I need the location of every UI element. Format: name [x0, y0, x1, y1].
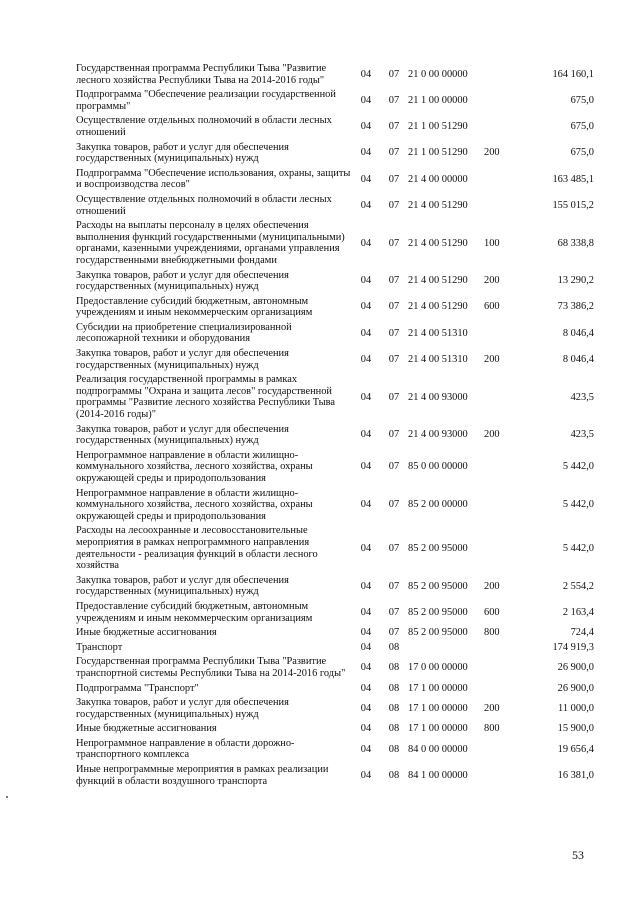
row-amount: 164 160,1 — [552, 68, 594, 80]
row-target-article: 85 2 00 95000 — [408, 627, 468, 639]
row-amount: 423,5 — [570, 429, 594, 441]
table-row — [76, 219, 594, 268]
row-expense-type — [484, 682, 524, 697]
row-expense-type: 600 — [484, 301, 500, 313]
table-row — [76, 600, 594, 626]
row-name: Осуществление отдельных полномочий в области лесных отношений — [76, 193, 332, 217]
row-target-article: 21 1 00 00000 — [408, 94, 468, 106]
row-target-article: 21 4 00 51290 — [408, 275, 468, 287]
row-target-article: 85 2 00 95000 — [408, 580, 468, 592]
row-section-code: 04 — [360, 580, 372, 592]
row-amount: 5 442,0 — [562, 499, 594, 511]
row-target-article: 84 0 00 00000 — [408, 743, 468, 755]
row-amount: 163 485,1 — [552, 173, 594, 185]
row-target-article: 17 1 00 00000 — [408, 682, 468, 694]
row-target-article: 21 4 00 51310 — [408, 353, 468, 365]
row-amount: 2 163,4 — [562, 606, 594, 618]
row-subsection-code: 08 — [388, 769, 400, 781]
row-expense-type — [484, 321, 524, 347]
row-section-code: 04 — [360, 121, 372, 133]
row-target-article: 85 0 00 00000 — [408, 461, 468, 473]
row-target-article: 17 0 00 00000 — [408, 662, 468, 674]
row-expense-type: 200 — [484, 353, 500, 365]
row-section-code: 04 — [360, 327, 372, 339]
row-amount: 68 338,8 — [557, 237, 594, 249]
row-target-article: 21 4 00 51290 — [408, 301, 468, 313]
row-subsection-code: 07 — [388, 391, 400, 403]
scan-speck — [6, 796, 8, 798]
table-row — [76, 167, 594, 193]
row-name: Непрограммное направление в области дорожно-транспортного комплекса — [76, 737, 295, 761]
row-name: Предоставление субсидий бюджетным, автономным учреждениям и иным некоммерческим организациям — [76, 295, 313, 319]
row-expense-type — [484, 62, 524, 88]
row-amount: 16 381,0 — [557, 769, 594, 781]
row-expense-type: 200 — [484, 147, 500, 159]
row-subsection-code: 08 — [388, 641, 400, 653]
table-row — [76, 641, 594, 656]
row-amount: 19 656,4 — [557, 743, 594, 755]
row-expense-type: 800 — [484, 627, 500, 639]
table-row — [76, 487, 594, 525]
row-target-article: 85 2 00 00000 — [408, 499, 468, 511]
row-subsection-code: 08 — [388, 682, 400, 694]
row-subsection-code: 07 — [388, 327, 400, 339]
row-target-article: 85 2 00 95000 — [408, 606, 468, 618]
row-subsection-code: 07 — [388, 94, 400, 106]
row-expense-type — [484, 487, 524, 525]
row-expense-type: 200 — [484, 580, 500, 592]
row-section-code: 04 — [360, 499, 372, 511]
row-section-code: 04 — [360, 147, 372, 159]
row-amount: 8 046,4 — [562, 327, 594, 339]
row-section-code: 04 — [360, 606, 372, 618]
row-name: Субсидии на приобретение специализированной лесопожарной техники и оборудования — [76, 321, 292, 345]
row-section-code: 04 — [360, 429, 372, 441]
table-row — [76, 141, 594, 167]
row-amount: 724,4 — [570, 627, 594, 639]
row-subsection-code: 07 — [388, 237, 400, 249]
row-name: Транспорт — [76, 641, 123, 653]
row-subsection-code: 07 — [388, 627, 400, 639]
row-name: Иные непрограммные мероприятия в рамках реализации функций в области воздушного транспорта — [76, 764, 329, 787]
row-target-article: 21 4 00 51290 — [408, 237, 468, 249]
row-amount: 26 900,0 — [557, 662, 594, 674]
table-row — [76, 737, 594, 763]
row-name: Расходы на лесоохранные и лесовосстановительные мероприятия в рамках непрограммного направления деятельности - реализация функций в области лесного хозяйства — [76, 525, 318, 572]
table-row — [76, 114, 594, 140]
row-section-code: 04 — [360, 391, 372, 403]
row-target-article: 17 1 00 00000 — [408, 702, 468, 714]
table-row — [76, 62, 594, 88]
row-section-code: 04 — [360, 353, 372, 365]
row-section-code: 04 — [360, 237, 372, 249]
row-subsection-code: 07 — [388, 461, 400, 473]
row-name: Закупка товаров, работ и услуг для обеспечения государственных (муниципальных) нужд — [76, 574, 289, 598]
row-target-article: 21 1 00 51290 — [408, 121, 468, 133]
row-amount: 675,0 — [570, 147, 594, 159]
table-row — [76, 722, 594, 737]
row-section-code: 04 — [360, 723, 372, 735]
row-section-code: 04 — [360, 702, 372, 714]
table-row — [76, 449, 594, 487]
row-name: Подпрограмма "Обеспечение реализации государственной программы" — [76, 89, 336, 112]
row-expense-type — [484, 655, 524, 681]
row-expense-type — [484, 524, 524, 573]
row-amount: 11 000,0 — [558, 702, 594, 714]
row-amount: 73 386,2 — [557, 301, 594, 313]
table-row — [76, 193, 594, 219]
row-amount: 423,5 — [570, 391, 594, 403]
row-expense-type: 200 — [484, 702, 500, 714]
table-row — [76, 269, 594, 295]
row-target-article — [408, 641, 484, 656]
row-name: Закупка товаров, работ и услуг для обеспечения государственных (муниципальных) нужд — [76, 348, 289, 371]
row-section-code: 04 — [360, 682, 372, 694]
row-name: Закупка товаров, работ и услуг для обеспечения государственных (муниципальных) нужд — [76, 697, 289, 720]
row-name: Осуществление отдельных полномочий в области лесных отношений — [76, 115, 332, 138]
row-subsection-code: 08 — [388, 702, 400, 714]
row-section-code: 04 — [360, 173, 372, 185]
row-subsection-code: 07 — [388, 542, 400, 554]
row-expense-type — [484, 167, 524, 193]
row-subsection-code: 07 — [388, 275, 400, 287]
row-target-article: 21 1 00 51290 — [408, 147, 468, 159]
row-section-code: 04 — [360, 641, 372, 653]
row-amount: 675,0 — [570, 121, 594, 133]
row-name: Непрограммное направление в области жилищно-коммунального хозяйства, лесного хозяйства, охраны окружающей среды и природопользования — [76, 487, 313, 522]
row-target-article: 17 1 00 00000 — [408, 723, 468, 735]
row-section-code: 04 — [360, 461, 372, 473]
row-name: Подпрограмма "Обеспечение использования, охраны, защиты и воспроизводства лесов" — [76, 167, 351, 191]
row-name: Закупка товаров, работ и услуг для обеспечения государственных (муниципальных) нужд — [76, 423, 289, 447]
table-row — [76, 295, 594, 321]
row-target-article: 21 4 00 51310 — [408, 327, 468, 339]
row-subsection-code: 08 — [388, 723, 400, 735]
row-expense-type — [484, 763, 524, 789]
row-expense-type — [484, 641, 524, 656]
row-expense-type: 200 — [484, 275, 500, 287]
row-subsection-code: 07 — [388, 121, 400, 133]
row-amount: 8 046,4 — [562, 353, 594, 365]
table-row — [76, 321, 594, 347]
budget-table — [76, 62, 594, 789]
row-section-code: 04 — [360, 275, 372, 287]
row-subsection-code: 07 — [388, 68, 400, 80]
table-row — [76, 682, 594, 697]
row-name: Непрограммное направление в области жилищно-коммунального хозяйства, лесного хозяйства, охраны окружающей среды и природопользования — [76, 449, 313, 484]
row-subsection-code: 07 — [388, 199, 400, 211]
row-subsection-code: 07 — [388, 147, 400, 159]
table-row — [76, 763, 594, 789]
row-expense-type: 200 — [484, 429, 500, 441]
row-expense-type — [484, 373, 524, 422]
row-amount: 15 900,0 — [557, 723, 594, 735]
row-name: Государственная программа Республики Тыва "Развитие транспортной системы Республики Тыва на 2014-2016 годы" — [76, 656, 346, 679]
row-subsection-code: 07 — [388, 606, 400, 618]
row-name: Иные бюджетные ассигнования — [76, 723, 217, 735]
row-target-article: 84 1 00 00000 — [408, 769, 468, 781]
row-expense-type — [484, 88, 524, 114]
table-row — [76, 423, 594, 449]
row-name: Иные бюджетные ассигнования — [76, 627, 217, 639]
row-amount: 26 900,0 — [557, 682, 594, 694]
row-amount: 5 442,0 — [562, 461, 594, 473]
table-row — [76, 373, 594, 422]
row-section-code: 04 — [360, 662, 372, 674]
row-name: Расходы на выплаты персоналу в целях обеспечения выполнения функций государственными (муниципальными) органами, казенными учреждениями, органами управления государственными внебюджетными фондами — [76, 220, 345, 266]
row-expense-type — [484, 114, 524, 140]
row-expense-type — [484, 193, 524, 219]
row-subsection-code: 07 — [388, 173, 400, 185]
row-subsection-code: 08 — [388, 662, 400, 674]
page-number: 53 — [572, 848, 584, 862]
table-row — [76, 626, 594, 641]
row-section-code: 04 — [360, 627, 372, 639]
table-row — [76, 524, 594, 573]
row-amount: 5 442,0 — [562, 542, 594, 554]
budget-table-body — [76, 62, 594, 789]
row-target-article: 21 0 00 00000 — [408, 68, 468, 80]
row-subsection-code: 08 — [388, 743, 400, 755]
row-name: Реализация государственной программы в рамках подпрограммы "Охрана и защита лесов" государственной программы "Развитие лесного хозяйства Республики Тыва (2014-2016 годы)" — [76, 374, 335, 421]
row-target-article: 21 4 00 51290 — [408, 199, 468, 211]
row-target-article: 21 4 00 00000 — [408, 173, 468, 185]
row-section-code: 04 — [360, 769, 372, 781]
row-expense-type — [484, 737, 524, 763]
row-amount: 13 290,2 — [557, 275, 594, 287]
row-section-code: 04 — [360, 199, 372, 211]
row-name: Подпрограмма "Транспорт" — [76, 682, 199, 694]
table-row — [76, 347, 594, 373]
row-section-code: 04 — [360, 301, 372, 313]
row-amount: 174 919,3 — [552, 641, 594, 653]
row-name: Государственная программа Республики Тыва "Развитие лесного хозяйства Республики Тыва на 2014-2016 годы" — [76, 63, 327, 86]
table-row — [76, 696, 594, 722]
row-expense-type — [484, 449, 524, 487]
row-name: Закупка товаров, работ и услуг для обеспечения государственных (муниципальных) нужд — [76, 141, 289, 165]
row-section-code: 04 — [360, 542, 372, 554]
row-subsection-code: 07 — [388, 429, 400, 441]
row-expense-type: 800 — [484, 723, 500, 735]
row-expense-type: 100 — [484, 237, 500, 249]
row-name: Предоставление субсидий бюджетным, автономным учреждениям и иным некоммерческим организациям — [76, 600, 313, 624]
row-target-article: 85 2 00 95000 — [408, 542, 468, 554]
row-amount: 2 554,2 — [562, 580, 594, 592]
row-section-code: 04 — [360, 743, 372, 755]
row-subsection-code: 07 — [388, 353, 400, 365]
row-target-article: 21 4 00 93000 — [408, 391, 468, 403]
row-section-code: 04 — [360, 94, 372, 106]
row-subsection-code: 07 — [388, 301, 400, 313]
row-amount: 675,0 — [570, 94, 594, 106]
row-subsection-code: 07 — [388, 580, 400, 592]
row-target-article: 21 4 00 93000 — [408, 429, 468, 441]
table-row — [76, 655, 594, 681]
row-amount: 155 015,2 — [552, 199, 594, 211]
table-row — [76, 88, 594, 114]
row-section-code: 04 — [360, 68, 372, 80]
row-name: Закупка товаров, работ и услуг для обеспечения государственных (муниципальных) нужд — [76, 269, 289, 293]
table-row — [76, 574, 594, 600]
row-subsection-code: 07 — [388, 499, 400, 511]
row-expense-type: 600 — [484, 606, 500, 618]
